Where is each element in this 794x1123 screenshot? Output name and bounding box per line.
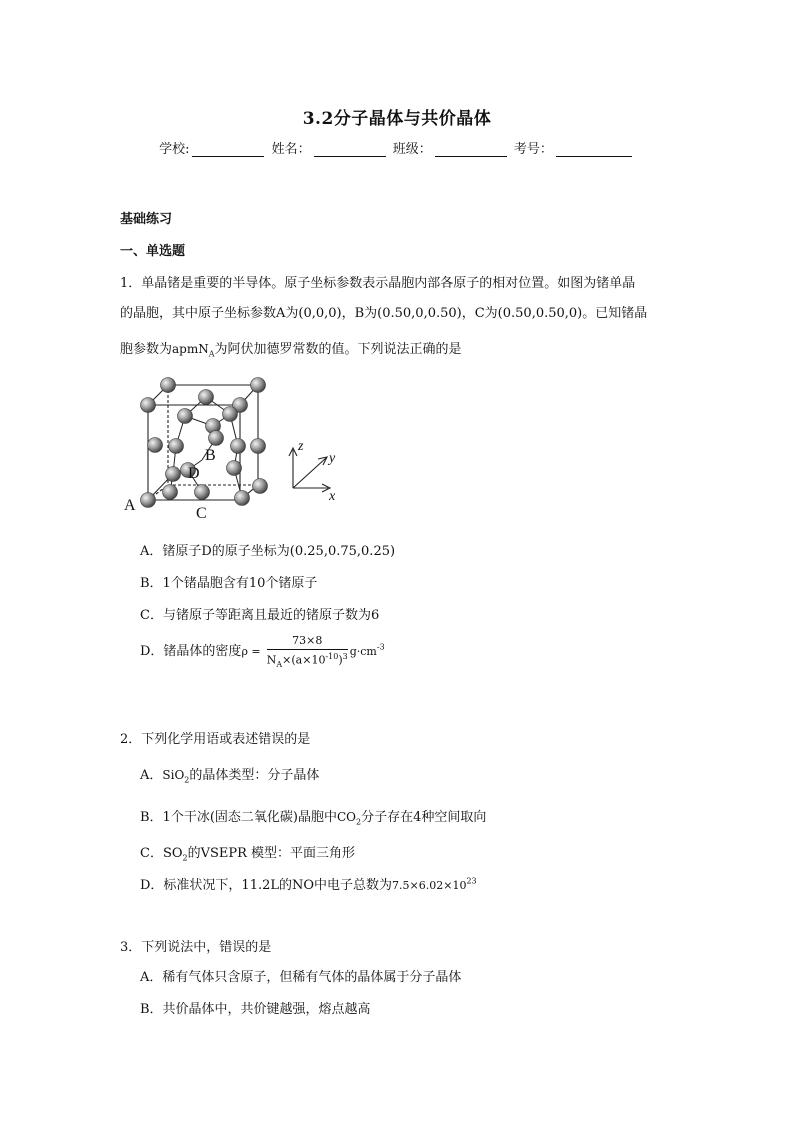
axis-x-label: x xyxy=(329,489,336,504)
atom-d xyxy=(166,467,181,482)
school-field[interactable] xyxy=(192,142,264,157)
q3-option-a[interactable]: A．稀有气体只含原子，但稀有气体的晶体属于分子晶体 xyxy=(140,970,462,985)
school-label: 学校: xyxy=(159,142,190,157)
axis-z-label: z xyxy=(298,439,304,454)
q1-line1: 1．单晶锗是重要的半导体。原子坐标参数表示晶胞内部各原子的相对位置。如图为锗单晶 xyxy=(120,276,636,291)
atom xyxy=(169,439,184,454)
name-field[interactable] xyxy=(314,142,386,157)
q1-line3: 胞参数为apmN$_A$为阿伏加德罗常数的值。下列说法正确的是 xyxy=(120,342,462,359)
q1-option-b[interactable]: B．1个锗晶胞含有10个锗原子 xyxy=(140,576,318,591)
axis-y-label: y xyxy=(329,451,336,466)
number-field[interactable] xyxy=(556,142,632,157)
section-basic: 基础练习 xyxy=(120,212,173,227)
label-d: D xyxy=(188,465,200,482)
section-single-choice: 一、单选题 xyxy=(120,244,186,259)
label-b: B xyxy=(205,447,216,464)
atom xyxy=(251,378,266,393)
atom xyxy=(163,485,178,500)
q1-line2: 的晶胞，其中原子坐标参数A为(0,0,0)，B为(0.50,0,0.50)，C为(0.50,0.50,0)。已知锗晶 xyxy=(120,306,648,321)
germanium-unit-cell-figure xyxy=(118,370,358,520)
q3-option-b[interactable]: B．共价晶体中，共价键越强，熔点越高 xyxy=(140,1002,371,1017)
name-label: 姓名： xyxy=(271,142,311,157)
q3-stem: 3．下列说法中，错误的是 xyxy=(120,940,272,955)
label-c: C xyxy=(196,505,207,520)
axes xyxy=(289,448,330,492)
atom-b xyxy=(209,431,224,446)
q1-option-c[interactable]: C．与锗原子等距离且最近的锗原子数为6 xyxy=(140,608,380,623)
atom xyxy=(235,491,250,506)
q2-option-b[interactable]: B．1个干冰(固态二氧化碳)晶胞中$CO_2$分子存在4种空间取向 xyxy=(140,810,487,827)
number-label: 考号： xyxy=(513,142,553,157)
q2-stem: 2．下列化学用语或表述错误的是 xyxy=(120,732,311,747)
atom xyxy=(227,461,242,476)
atom xyxy=(148,438,163,453)
q2-option-d[interactable]: D．标准状况下，11.2L的NO中电子总数为$7.5\times 6.02\times 10^{23}$ xyxy=(140,876,477,893)
atom xyxy=(253,479,268,494)
atom xyxy=(251,439,266,454)
q1-option-a[interactable]: A．锗原子D的原子坐标为(0.25,0.75,0.25) xyxy=(140,544,396,559)
q1-option-d[interactable]: D．锗晶体的密度ρ = $\frac{73\times 8}{N_A\times(a\times 10^{-10})^3}$ $g\cdot cm^{-3}$ xyxy=(140,634,385,669)
atom xyxy=(178,409,193,424)
label-a: A xyxy=(124,497,136,514)
q2-option-a[interactable]: A．SiO$_2$的晶体类型：分子晶体 xyxy=(140,768,320,785)
class-field[interactable] xyxy=(435,142,507,157)
density-fraction: $\frac{73\times 8}{N_A\times(a\times 10^{-10})^3}$ xyxy=(266,634,348,669)
atom xyxy=(141,398,156,413)
page-title: 3.2分子晶体与共价晶体 xyxy=(302,109,492,129)
q2-option-c[interactable]: C．$SO_2$的VSEPR 模型：平面三角形 xyxy=(140,846,356,863)
atom-a xyxy=(141,493,156,508)
student-info xyxy=(0,138,794,157)
atom xyxy=(231,439,246,454)
atom-c xyxy=(195,485,210,500)
atom xyxy=(199,390,214,405)
atom xyxy=(161,378,176,393)
class-label: 班级： xyxy=(392,142,432,157)
atom xyxy=(223,407,238,422)
